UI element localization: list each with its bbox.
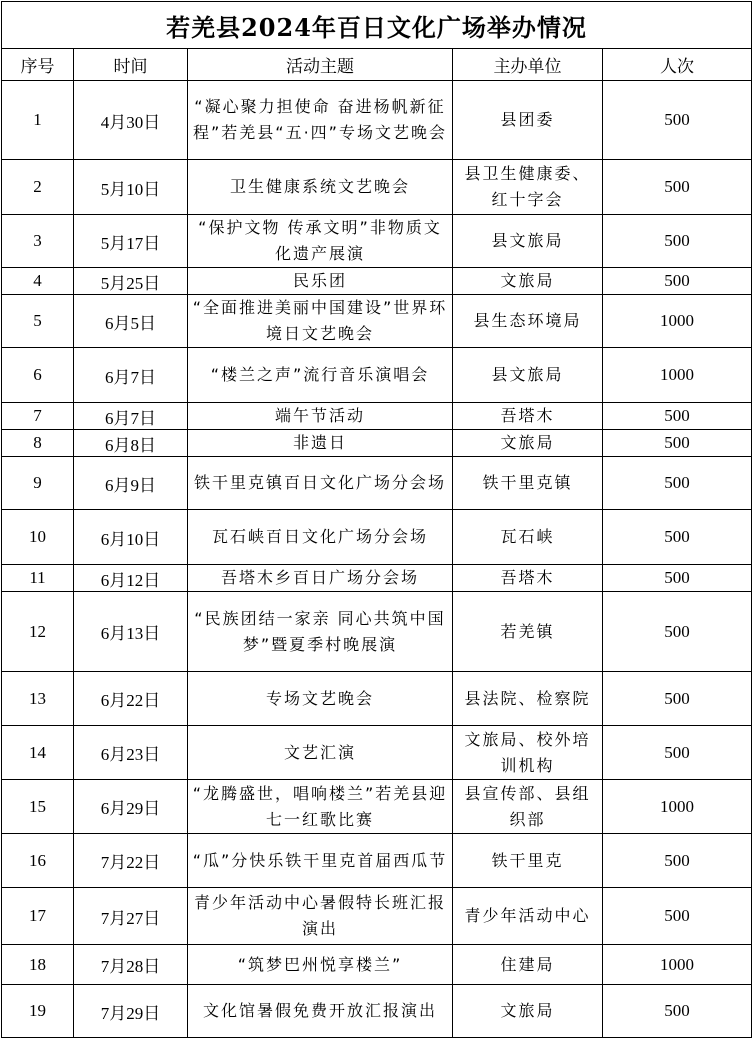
header-count: 人次 xyxy=(603,49,752,81)
table-row xyxy=(2,268,752,295)
cell-count: 500 xyxy=(603,160,752,215)
cell-date: 6月7日 xyxy=(74,403,188,430)
cell-theme: “龙腾盛世，唱响楼兰”若羌县迎七一红歌比赛 xyxy=(188,780,453,834)
cell-date: 6月9日 xyxy=(74,457,188,510)
cell-date: 5月17日 xyxy=(74,215,188,268)
cell-count: 1000 xyxy=(603,348,752,403)
cell-seq: 6 xyxy=(2,348,74,403)
cell-theme: “凝心聚力担使命 奋进杨帆新征程”若羌县“五·四”专场文艺晚会 xyxy=(188,81,453,160)
table-row xyxy=(2,403,752,430)
cell-count: 1000 xyxy=(603,295,752,348)
cell-organizer: 县生态环境局 xyxy=(453,295,603,348)
cell-theme: 吾塔木乡百日广场分会场 xyxy=(188,565,453,592)
cell-seq: 12 xyxy=(2,592,74,672)
cell-seq: 4 xyxy=(2,268,74,295)
cell-seq: 9 xyxy=(2,457,74,510)
cell-theme: 瓦石峡百日文化广场分会场 xyxy=(188,510,453,565)
cell-theme: 铁干里克镇百日文化广场分会场 xyxy=(188,457,453,510)
cell-organizer: 若羌镇 xyxy=(453,592,603,672)
header-date: 时间 xyxy=(74,49,188,81)
cell-count: 500 xyxy=(603,81,752,160)
cell-organizer: 文旅局 xyxy=(453,268,603,295)
cell-organizer: 县团委 xyxy=(453,81,603,160)
cell-theme: 文艺汇演 xyxy=(188,726,453,780)
cell-count: 500 xyxy=(603,888,752,945)
cell-seq: 16 xyxy=(2,834,74,888)
cell-theme: 文化馆暑假免费开放汇报演出 xyxy=(188,985,453,1038)
cell-seq: 13 xyxy=(2,672,74,726)
cell-count: 1000 xyxy=(603,780,752,834)
cell-organizer: 铁干里克 xyxy=(453,834,603,888)
cell-theme: “瓜”分快乐铁干里克首届西瓜节 xyxy=(188,834,453,888)
cell-date: 7月22日 xyxy=(74,834,188,888)
table-row xyxy=(2,888,752,945)
cell-count: 500 xyxy=(603,430,752,457)
cell-organizer: 文旅局 xyxy=(453,430,603,457)
cell-seq: 7 xyxy=(2,403,74,430)
cell-organizer: 县宣传部、县组织部 xyxy=(453,780,603,834)
cell-count: 500 xyxy=(603,592,752,672)
cell-theme: “筑梦巴州悦享楼兰” xyxy=(188,945,453,985)
cell-theme: “全面推进美丽中国建设”世界环境日文艺晚会 xyxy=(188,295,453,348)
table-row xyxy=(2,945,752,985)
cell-organizer: 县文旅局 xyxy=(453,215,603,268)
table-row xyxy=(2,348,752,403)
cell-date: 6月22日 xyxy=(74,672,188,726)
cell-organizer: 文旅局 xyxy=(453,985,603,1038)
cell-date: 6月12日 xyxy=(74,565,188,592)
cell-date: 6月29日 xyxy=(74,780,188,834)
cell-count: 500 xyxy=(603,457,752,510)
cell-organizer: 吾塔木 xyxy=(453,403,603,430)
cell-seq: 3 xyxy=(2,215,74,268)
cell-organizer: 县文旅局 xyxy=(453,348,603,403)
cell-seq: 11 xyxy=(2,565,74,592)
cell-date: 6月13日 xyxy=(74,592,188,672)
cell-theme: 民乐团 xyxy=(188,268,453,295)
table-row xyxy=(2,160,752,215)
table-row xyxy=(2,565,752,592)
cell-seq: 17 xyxy=(2,888,74,945)
cell-count: 1000 xyxy=(603,945,752,985)
cell-date: 4月30日 xyxy=(74,81,188,160)
cell-count: 500 xyxy=(603,268,752,295)
header-seq: 序号 xyxy=(2,49,74,81)
cell-count: 500 xyxy=(603,834,752,888)
header-row xyxy=(2,49,752,81)
cell-seq: 10 xyxy=(2,510,74,565)
cell-organizer: 铁干里克镇 xyxy=(453,457,603,510)
cell-date: 6月5日 xyxy=(74,295,188,348)
cell-seq: 1 xyxy=(2,81,74,160)
cell-count: 500 xyxy=(603,215,752,268)
cell-count: 500 xyxy=(603,985,752,1038)
cell-organizer: 县卫生健康委、红十字会 xyxy=(453,160,603,215)
table-row xyxy=(2,780,752,834)
table-row xyxy=(2,295,752,348)
cell-seq: 15 xyxy=(2,780,74,834)
cell-date: 6月23日 xyxy=(74,726,188,780)
header-theme: 活动主题 xyxy=(188,49,453,81)
cell-theme: 端午节活动 xyxy=(188,403,453,430)
table-row xyxy=(2,430,752,457)
table-row xyxy=(2,985,752,1038)
cell-theme: 专场文艺晚会 xyxy=(188,672,453,726)
cell-theme: “楼兰之声”流行音乐演唱会 xyxy=(188,348,453,403)
cell-seq: 19 xyxy=(2,985,74,1038)
cell-date: 7月28日 xyxy=(74,945,188,985)
cell-organizer: 文旅局、校外培训机构 xyxy=(453,726,603,780)
cell-count: 500 xyxy=(603,672,752,726)
table-row xyxy=(2,510,752,565)
cell-date: 6月10日 xyxy=(74,510,188,565)
table-row xyxy=(2,834,752,888)
table-row xyxy=(2,592,752,672)
cell-count: 500 xyxy=(603,403,752,430)
cell-seq: 5 xyxy=(2,295,74,348)
cell-seq: 18 xyxy=(2,945,74,985)
cell-organizer: 青少年活动中心 xyxy=(453,888,603,945)
cell-theme: 非遗日 xyxy=(188,430,453,457)
cell-theme: 卫生健康系统文艺晚会 xyxy=(188,160,453,215)
cell-theme: “民族团结一家亲 同心共筑中国梦”暨夏季村晚展演 xyxy=(188,592,453,672)
cell-date: 5月10日 xyxy=(74,160,188,215)
table-row xyxy=(2,81,752,160)
cell-seq: 14 xyxy=(2,726,74,780)
table-row xyxy=(2,215,752,268)
cell-seq: 2 xyxy=(2,160,74,215)
cell-organizer: 瓦石峡 xyxy=(453,510,603,565)
table-row xyxy=(2,672,752,726)
cell-date: 6月7日 xyxy=(74,348,188,403)
cell-organizer: 吾塔木 xyxy=(453,565,603,592)
table-row xyxy=(2,457,752,510)
cell-date: 5月25日 xyxy=(74,268,188,295)
cell-organizer: 住建局 xyxy=(453,945,603,985)
cell-date: 7月27日 xyxy=(74,888,188,945)
cell-date: 7月29日 xyxy=(74,985,188,1038)
cell-count: 500 xyxy=(603,510,752,565)
header-organizer: 主办单位 xyxy=(453,49,603,81)
cell-date: 6月8日 xyxy=(74,430,188,457)
events-table xyxy=(1,1,752,1038)
cell-theme: 青少年活动中心暑假特长班汇报演出 xyxy=(188,888,453,945)
table-row xyxy=(2,726,752,780)
cell-seq: 8 xyxy=(2,430,74,457)
cell-theme: “保护文物 传承文明”非物质文化遗产展演 xyxy=(188,215,453,268)
cell-organizer: 县法院、检察院 xyxy=(453,672,603,726)
page-title: 若羌县2024年百日文化广场举办情况 xyxy=(2,2,752,49)
cell-count: 500 xyxy=(603,726,752,780)
cell-count: 500 xyxy=(603,565,752,592)
